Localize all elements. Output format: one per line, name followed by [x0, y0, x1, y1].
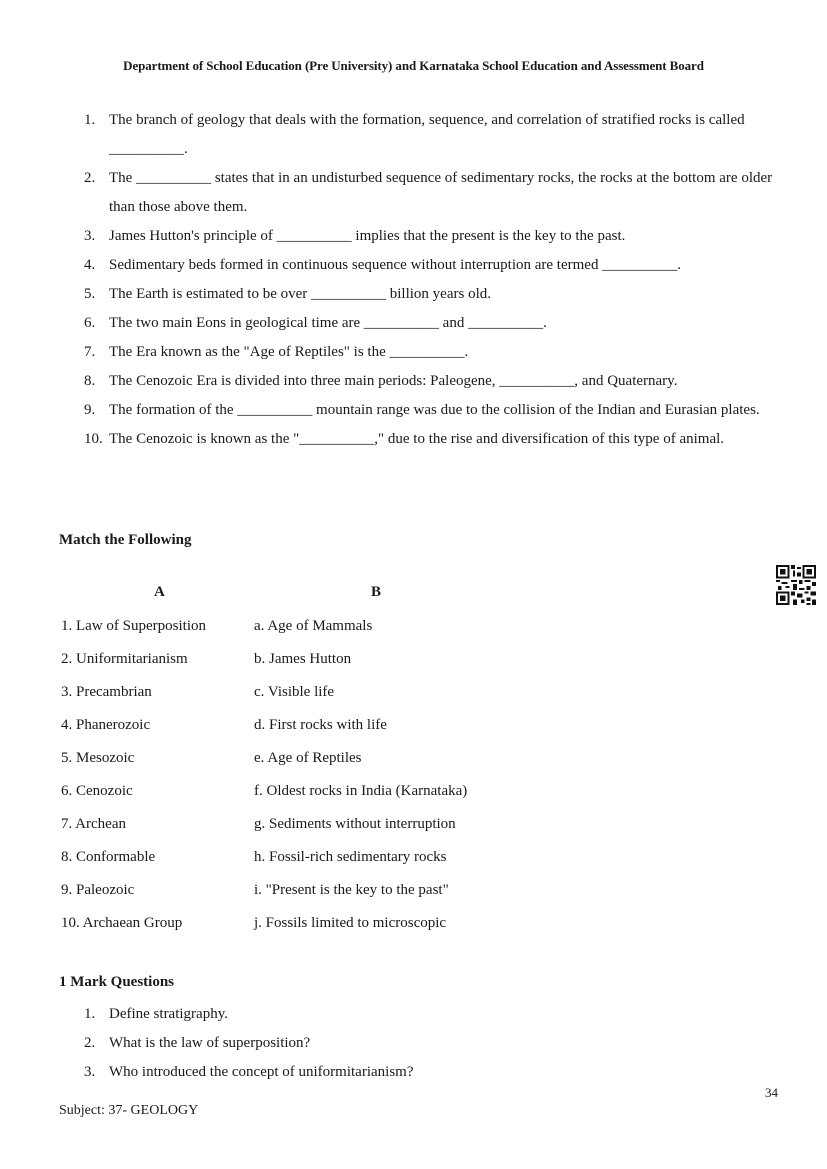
item-text: The two main Eons in geological time are __________ and __________. — [109, 315, 547, 331]
list-item — [84, 1058, 784, 1087]
item-text: The Era known as the "Age of Reptiles" is the __________. — [109, 344, 469, 360]
one-mark-questions-list — [84, 1000, 784, 1087]
table-row — [61, 914, 561, 947]
list-item — [84, 1029, 784, 1058]
column-a-cell: 10. Archaean Group — [61, 915, 183, 931]
column-a-cell: 5. Mesozoic — [61, 750, 135, 766]
item-number: 5. — [84, 286, 96, 302]
page-header: Department of School Education (Pre University) and Karnataka School Education and Assessment Board — [123, 58, 704, 73]
page-number: 34 — [765, 1085, 778, 1100]
column-b-cell: i. "Present is the key to the past" — [254, 882, 449, 898]
item-text: Sedimentary beds formed in continuous sequence without interruption are termed __________. — [109, 257, 681, 273]
item-text: The __________ states that in an undisturbed sequence of sedimentary rocks, the rocks at the bottom are older than those above them. — [109, 170, 773, 215]
item-text: Who introduced the concept of uniformitarianism? — [109, 1064, 414, 1080]
column-b-cell: e. Age of Reptiles — [254, 750, 362, 766]
list-item — [84, 396, 784, 425]
table-row — [61, 848, 561, 881]
column-a-cell: 2. Uniformitarianism — [61, 651, 188, 667]
item-number: 1. — [84, 1006, 96, 1022]
match-table — [61, 617, 561, 947]
column-a-cell: 6. Cenozoic — [61, 783, 133, 799]
column-a-cell: 1. Law of Superposition — [61, 618, 206, 634]
subject-footer: Subject: 37- GEOLOGY — [59, 1103, 199, 1118]
column-b-cell: h. Fossil-rich sedimentary rocks — [254, 849, 447, 865]
list-item — [84, 338, 784, 367]
item-text: The formation of the __________ mountain range was due to the collision of the Indian and Eurasian plates. — [109, 402, 760, 418]
column-b-cell: a. Age of Mammals — [254, 618, 373, 634]
column-b-cell: d. First rocks with life — [254, 717, 387, 733]
list-item — [84, 251, 784, 280]
table-row — [61, 617, 561, 650]
item-text: What is the law of superposition? — [109, 1035, 311, 1051]
item-number: 3. — [84, 228, 96, 244]
table-row — [61, 683, 561, 716]
item-number: 6. — [84, 315, 96, 331]
one-mark-section-title: 1 Mark Questions — [59, 974, 175, 990]
match-section-title: Match the Following — [59, 532, 192, 548]
column-b-header: B — [371, 584, 382, 600]
item-number: 4. — [84, 257, 96, 273]
list-item — [84, 164, 784, 222]
list-item — [84, 367, 784, 396]
list-item — [84, 106, 784, 164]
item-number: 3. — [84, 1064, 96, 1080]
column-a-cell: 4. Phanerozoic — [61, 717, 151, 733]
table-row — [61, 782, 561, 815]
item-text: James Hutton's principle of __________ implies that the present is the key to the past. — [109, 228, 626, 244]
list-item — [84, 425, 784, 454]
table-row — [61, 749, 561, 782]
column-b-cell: g. Sediments without interruption — [254, 816, 456, 832]
item-number: 8. — [84, 373, 96, 389]
column-b-cell: j. Fossils limited to microscopic — [254, 915, 447, 931]
column-a-cell: 9. Paleozoic — [61, 882, 135, 898]
table-row — [61, 716, 561, 749]
item-number: 10. — [84, 431, 103, 447]
item-text: The Cenozoic Era is divided into three main periods: Paleogene, __________, and Quaternary. — [109, 373, 678, 389]
column-a-cell: 8. Conformable — [61, 849, 156, 865]
table-row — [61, 881, 561, 914]
item-text: Define stratigraphy. — [109, 1006, 228, 1022]
item-number: 1. — [84, 112, 96, 128]
column-a-header: A — [154, 584, 165, 600]
list-item — [84, 280, 784, 309]
item-text: The Cenozoic is known as the "__________," due to the rise and diversification of this type of animal. — [109, 431, 725, 447]
item-text: The Earth is estimated to be over __________ billion years old. — [109, 286, 492, 302]
fill-in-the-blanks-list — [84, 106, 784, 454]
column-b-cell: f. Oldest rocks in India (Karnataka) — [254, 783, 468, 799]
item-text: The branch of geology that deals with the formation, sequence, and correlation of stratified rocks is called __________. — [109, 112, 745, 157]
list-item — [84, 222, 784, 251]
list-item — [84, 1000, 784, 1029]
table-row — [61, 815, 561, 848]
column-a-cell: 3. Precambrian — [61, 684, 152, 700]
item-number: 9. — [84, 402, 96, 418]
item-number: 7. — [84, 344, 96, 360]
qr-code-icon — [776, 565, 816, 605]
item-number: 2. — [84, 1035, 96, 1051]
list-item — [84, 309, 784, 338]
column-b-cell: c. Visible life — [254, 684, 335, 700]
table-row — [61, 650, 561, 683]
column-a-cell: 7. Archean — [61, 816, 126, 832]
item-number: 2. — [84, 170, 96, 186]
column-b-cell: b. James Hutton — [254, 651, 352, 667]
